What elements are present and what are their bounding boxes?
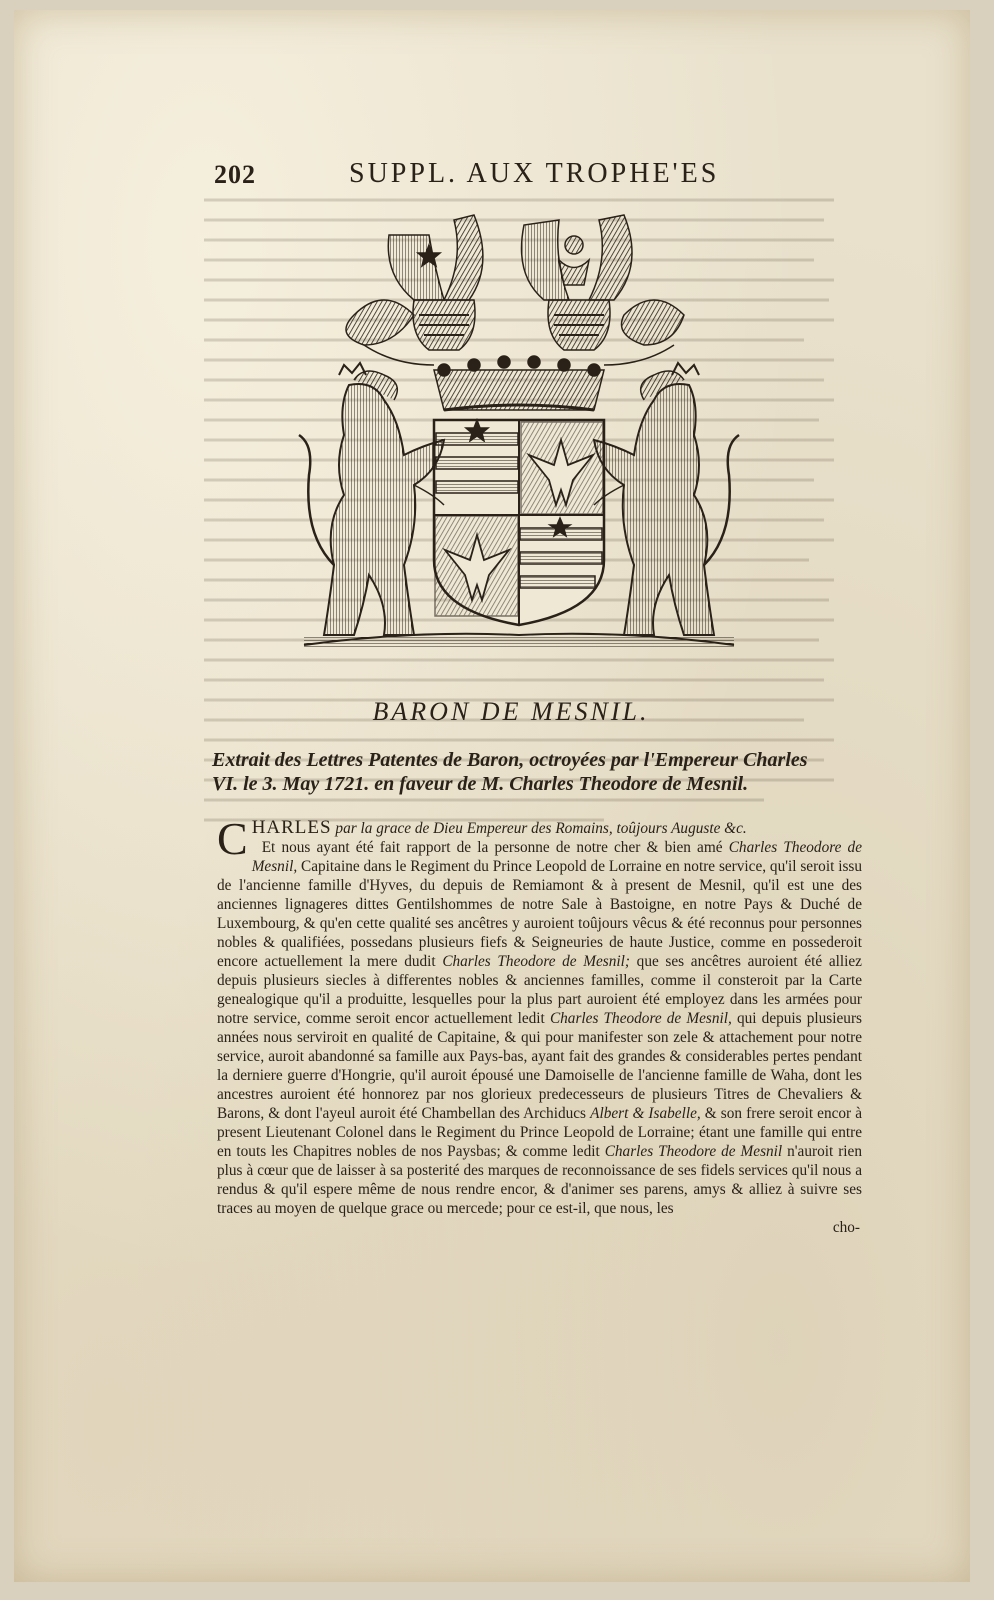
text-run: n'auroit rien plus à cœur que de laisser à sa posterité des marques de reconnoissance de ses fidels services qu'il nous a rendus & qu'il espere même de nous rendre encor, & d'animer ses parens, amys & alliez à suivre ses traces au moyen de quelque grace ou mercede; pour ce est-il, que nous, les (217, 1143, 862, 1217)
page-number: 202 (214, 160, 256, 189)
name-italic: Albert & Isabelle, (590, 1105, 701, 1122)
text-run: qui depuis plusieurs années nous serviroit en qualité de Capitaine, & qui pour manifester son zele & attachement pour notre service, auroit abandonné sa famille aux Pays-bas, ayant fait des grandes & considerables pertes pendant la derniere guerre d'Hongrie, qu'il auroit épousé une Damoiselle de l'ancienne famille de Waha, dont les ancestres auroient été honnorez par nos glorieux predecesseurs de plusieurs Titres de Chevaliers & Barons, & dont l'ayeul auroit été Chambellan des Archiducs (217, 1010, 862, 1122)
coat-of-arms-engraving (294, 205, 744, 665)
catchword: cho- (832, 1219, 860, 1236)
name-italic: Charles Theodore de Mesnil (604, 1143, 783, 1160)
running-title: SUPPL. AUX TROPHE'ES (349, 158, 720, 189)
opening-word: HARLES (251, 817, 332, 838)
running-head (214, 156, 864, 196)
drop-cap: C (217, 813, 248, 864)
arms-title: BARON DE MESNIL. (372, 697, 650, 726)
text-run: que ses ancêtres auroient été alliez depuis plusieurs siecles à differentes nobles & anciennes familles, comme il consteroit par la Carte genealogique qu'il a produitte, lesquelles pour la plus part auroient été employez dans les armées pour notre service, comme seroit encor actuellement ledit (217, 953, 862, 1027)
main-paragraph (217, 838, 862, 1218)
subtitle-line-2: VI. le 3. May 1721. en faveur de M. Charles Theodore de Mesnil. (212, 773, 749, 795)
letters-patent-text (217, 813, 863, 1237)
name-italic: Charles Theodore de Mesnil; (442, 953, 630, 970)
subtitle-line-1: Extrait des Lettres Patentes de Baron, octroyées par l'Empereur Charles (212, 749, 808, 771)
name-italic: Charles Theodore de Mesnil, (549, 1010, 732, 1027)
text-run: Capitaine dans le Regiment du Prince Leopold de Lorraine en notre service, qu'il seroit issu de l'ancienne famille d'Hyves, du depuis de Remiamont & à present de Mesnil, qu'il est une des anciennes lignageres dittes Gentilshommes de notre Sale à Bastoigne, en notre Pays & Duché de Luxembourg, & qu'en cette qualité ses ancêtres y auroient toûjours vêcus & été reconnus pour personnes nobles & qualifiées, possedans plusieurs fiefs & Seigneuries de haute Justice, comme en possederoit encore actuellement la mere dudit (217, 858, 862, 970)
name-italic: Charles Theodore de Mesnil, (251, 839, 862, 875)
text-run: Et nous ayant été fait rapport de la personne de notre cher & bien amé (261, 839, 723, 856)
opening-formula: par la grace de Dieu Empereur des Romains, toûjours Auguste &c. (335, 820, 747, 837)
text-run: & son frere seroit encor à present Lieutenant Colonel dans le Regiment du Prince Leopold de Lorraine; étant une famille qui entre en touts les Chapitres nobles de nos Paysbas; & comme ledit (217, 1105, 863, 1160)
document-subtitle (212, 748, 862, 796)
paper-sheet (14, 10, 970, 1582)
